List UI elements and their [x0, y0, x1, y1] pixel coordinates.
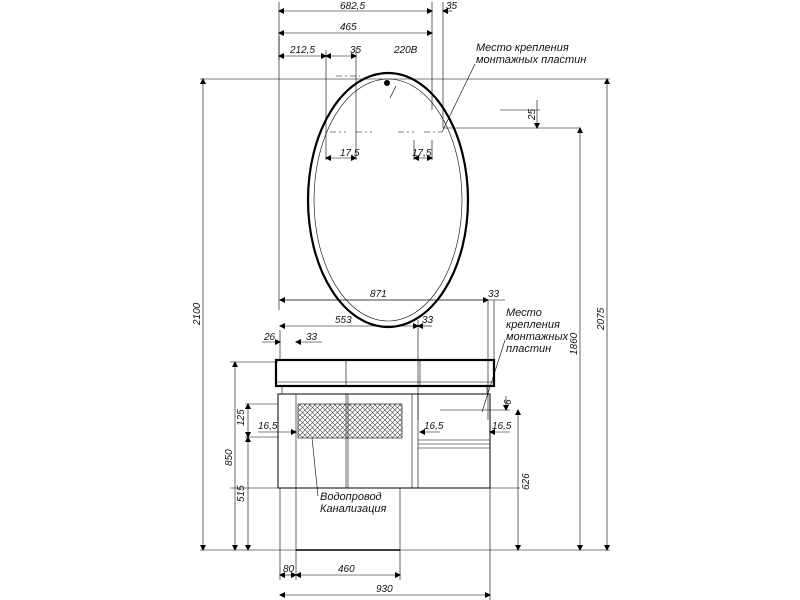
dim-bottom-930: 930 — [376, 584, 393, 595]
utilities-leader — [312, 438, 318, 496]
cabinet-group — [276, 360, 494, 550]
mirror-outer-frame — [308, 73, 468, 327]
mirror-mount-label-line2: монтажных пластин — [476, 54, 587, 66]
cabinet-mount-label-line3: монтажных — [506, 331, 569, 343]
dim-mirror-right-plate: 17,5 — [412, 148, 432, 159]
dim-cabinet-mount-span: 553 — [335, 315, 352, 326]
mirror-group — [308, 73, 468, 327]
dim-cabinet-mount-height: 1860 — [569, 332, 580, 355]
dim-height-125: 125 — [236, 409, 247, 426]
dim-total-height: 2100 — [192, 302, 203, 325]
cabinet-mount-label-line2: крепления — [506, 319, 560, 331]
cabinet-mount-label-line1: Место — [506, 307, 542, 319]
dim-left-16-5: 16,5 — [258, 421, 278, 432]
dim-left-edge-33: 33 — [306, 332, 318, 343]
dimension-texts — [192, 1, 607, 595]
water-supply-label: Водопровод — [320, 491, 382, 503]
dim-mirror-left-offset: 212,5 — [290, 45, 316, 56]
utilities-zone — [298, 404, 402, 438]
dim-right-16-5: 16,5 — [492, 421, 512, 432]
dim-cabinet-right-plate: 33 — [488, 289, 500, 300]
dim-height-515: 515 — [236, 485, 247, 502]
dim-bottom-80: 80 — [283, 564, 295, 575]
dim-mirror-left-plate: 17,5 — [340, 148, 360, 159]
dim-cabinet-width: 871 — [370, 289, 387, 300]
socket-point — [384, 80, 390, 86]
cabinet-mount-label-line4: пластин — [506, 343, 552, 355]
dim-mirror-center-gap: 35 — [350, 45, 362, 56]
dim-cabinet-mid-plate: 33 — [422, 315, 434, 326]
extension-lines — [200, 2, 610, 600]
sewer-label: Канализация — [320, 503, 387, 515]
dim-mirror-total-width: 682,5 — [340, 1, 366, 12]
mirror-mount-label-line1: Место крепления — [476, 42, 569, 54]
dim-mirror-mount-span: 465 — [340, 22, 357, 33]
mirror-inner-frame — [314, 79, 462, 321]
dim-top-height: 2075 — [596, 307, 607, 330]
cabinet-mount-leader — [482, 340, 505, 412]
dim-bottom-460: 460 — [338, 564, 355, 575]
dim-left-edge-26: 26 — [264, 332, 276, 343]
dim-height-626: 626 — [521, 473, 532, 490]
dim-mirror-plate-height: 25 — [527, 108, 538, 120]
dim-mirror-plate-offset: 35 — [446, 1, 458, 12]
dim-height-850: 850 — [224, 449, 235, 466]
dim-socket: 220B — [394, 45, 418, 56]
dim-right-6: 6 — [503, 399, 514, 405]
dim-mid-16-5: 16,5 — [424, 421, 444, 432]
dimension-lines — [203, 11, 607, 595]
mirror-mount-leader — [442, 64, 475, 132]
